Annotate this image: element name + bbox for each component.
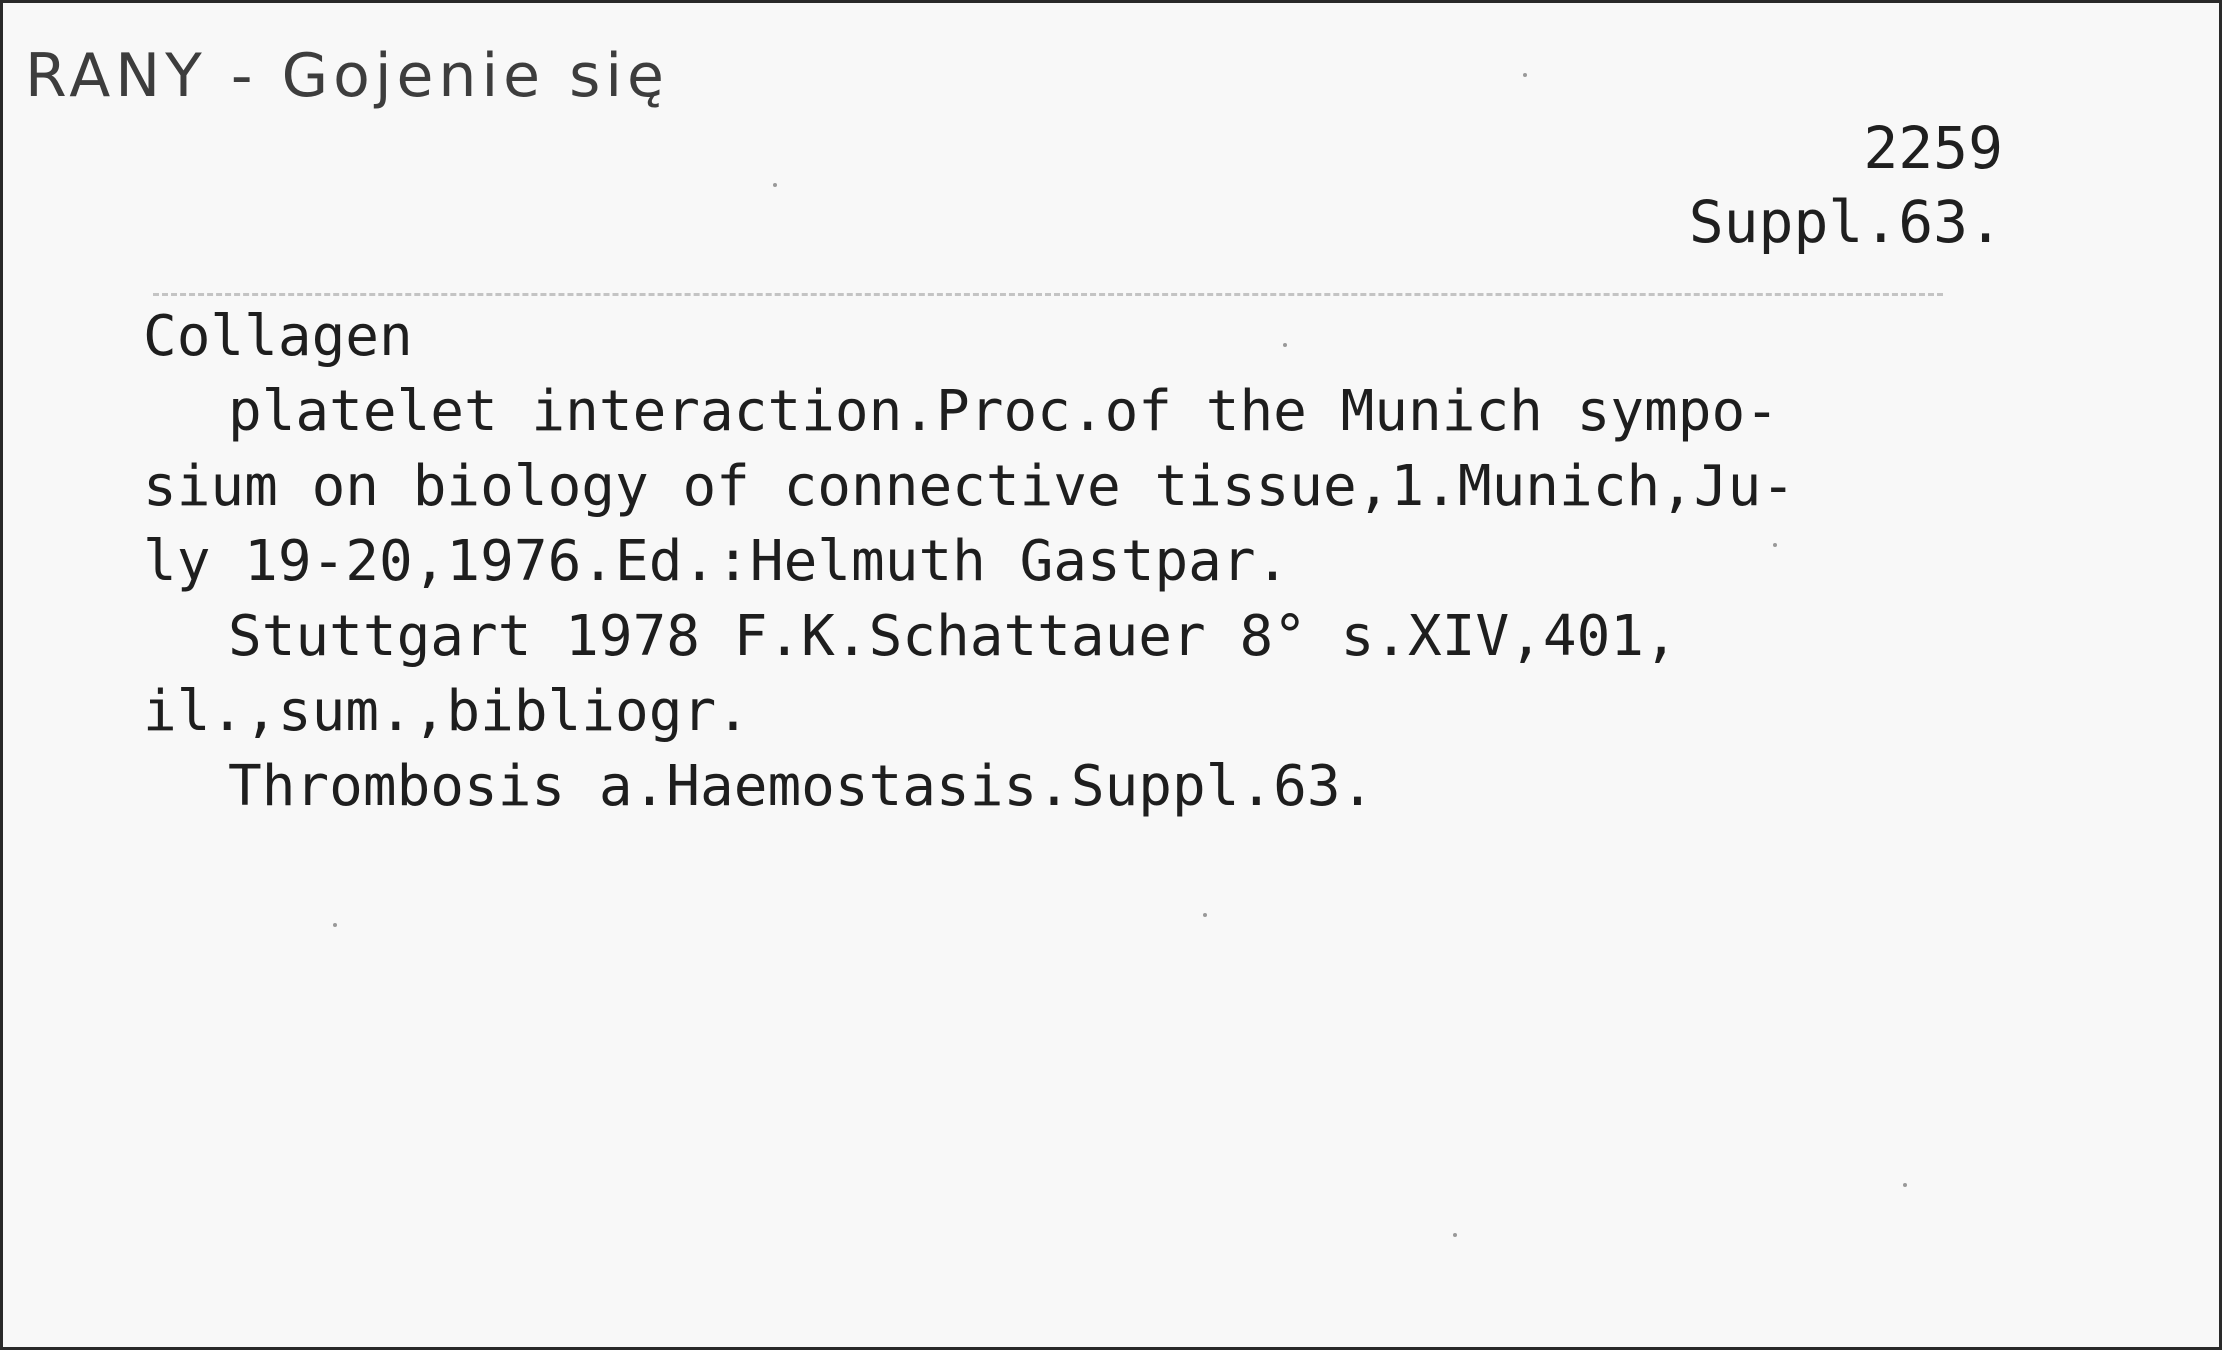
entry-line: sium on biology of connective tissue,1.Munich,Ju- xyxy=(143,454,1796,519)
call-number-block xyxy=(1689,111,2003,259)
subject-heading-handwritten: RANY - Gojenie się xyxy=(25,41,669,111)
entry-title-heading: Collagen xyxy=(143,304,413,369)
call-number: 2259 xyxy=(1863,114,2003,182)
entry-line: ly 19-20,1976.Ed.:Helmuth Gastpar. xyxy=(143,529,1290,594)
call-number-supplement: Suppl.63. xyxy=(1688,188,2003,256)
entry-line: il.,sum.,bibliogr. xyxy=(143,679,750,744)
bibliographic-entry xyxy=(143,299,1795,824)
entry-line-imprint: Stuttgart 1978 F.K.Schattauer 8° s.XIV,401, xyxy=(228,604,1678,669)
entry-line-series: Thrombosis a.Haemostasis.Suppl.63. xyxy=(228,754,1375,819)
entry-line: platelet interaction.Proc.of the Munich sympo- xyxy=(228,379,1779,444)
divider xyxy=(153,293,1943,296)
